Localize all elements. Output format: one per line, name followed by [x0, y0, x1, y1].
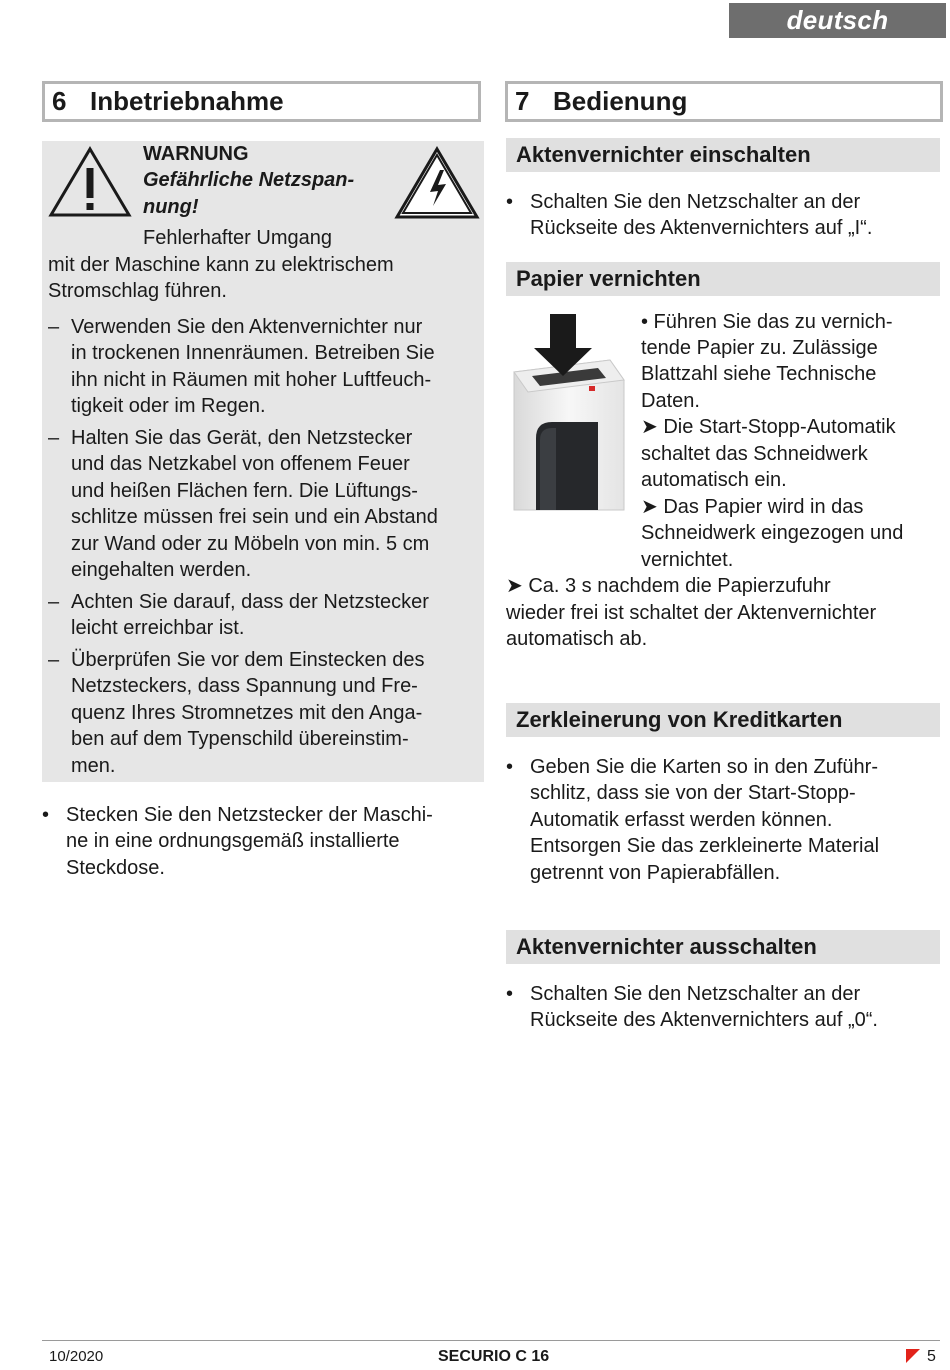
dash-item-line: Halten Sie das Gerät, den Netzstecker: [71, 427, 413, 449]
warning-text-line1: Fehlerhafter Umgang: [143, 227, 332, 249]
dash-item-line: eingehalten werden.: [71, 559, 252, 582]
electric-hazard-icon: [394, 146, 480, 220]
page-corner-icon: [906, 1349, 920, 1363]
dash-marker: –: [48, 591, 60, 613]
bullet-item-line: Steckdose.: [66, 856, 165, 879]
dash-item-line: Netzsteckers, dass Spannung und Fre-: [71, 675, 418, 698]
bullet-marker: •: [506, 191, 514, 213]
shred-step-line: Daten.: [641, 390, 700, 412]
dash-item-line: Verwenden Sie den Aktenvernichter nur: [71, 316, 423, 338]
dash-item-line: und das Netzkabel von offenem Feuer: [71, 453, 410, 476]
section-title: Inbetriebnahme: [90, 86, 284, 116]
bullet-item-line: Rückseite des Aktenvernichters auf „I“.: [530, 217, 873, 240]
dash-item-line: quenz Ihres Stromnetzes mit den Anga-: [71, 701, 423, 724]
shred-step-line: Blattzahl siehe Technische: [641, 363, 877, 385]
section-heading-bedienung: [505, 81, 943, 122]
language-tab: deutsch: [729, 3, 946, 38]
shred-result-line: automatisch ab.: [506, 628, 648, 650]
bullet-item-line: Stecken Sie den Netzstecker der Maschi-: [66, 804, 433, 826]
warning-subtitle-line2: nung!: [143, 196, 199, 218]
dash-item-line: Überprüfen Sie vor dem Einstecken des: [71, 649, 425, 671]
bullet-item-line: Geben Sie die Karten so in den Zuführ-: [530, 756, 878, 778]
subheading-shred-paper: Papier vernichten: [506, 262, 940, 296]
dash-item-line: schlitze müssen frei sein und ein Abstand: [71, 506, 438, 529]
dash-marker: –: [48, 427, 60, 449]
shred-result-line: wieder frei ist schaltet der Aktenvernichter: [506, 602, 877, 624]
bullet-marker: •: [42, 804, 50, 826]
bullet-marker: •: [506, 983, 514, 1005]
shred-step-line: ➤ Das Papier wird in das: [641, 496, 864, 518]
bullet-item-line: Schalten Sie den Netzschalter an der: [530, 983, 861, 1005]
subheading-switch-on: Aktenvernichter einschalten: [506, 138, 940, 172]
dash-item-line: leicht erreichbar ist.: [71, 617, 245, 640]
dash-item-line: men.: [71, 754, 116, 777]
shred-step-line: vernichtet.: [641, 549, 734, 571]
bullet-item-line: Entsorgen Sie das zerkleinerte Material: [530, 835, 880, 858]
dash-marker: –: [48, 316, 60, 338]
warning-text-line3: Stromschlag führen.: [48, 280, 227, 302]
warning-subtitle-line1: Gefährliche Netzspan-: [143, 169, 355, 191]
bullet-item-line: Rückseite des Aktenvernichters auf „0“.: [530, 1009, 878, 1032]
bullet-item-line: Schalten Sie den Netzschalter an der: [530, 191, 861, 213]
bullet-item-line: Automatik erfasst werden können.: [530, 808, 833, 831]
warning-text-line2: mit der Maschine kann zu elektrischem: [48, 254, 394, 276]
footer-product: SECURIO C 16: [438, 1348, 550, 1365]
shred-result-line: ➤ Ca. 3 s nachdem die Papierzufuhr: [506, 575, 831, 597]
dash-item-line: ben auf dem Typenschild übereinstim-: [71, 728, 409, 751]
footer-divider: [42, 1340, 940, 1341]
shred-step-line: tende Papier zu. Zulässige: [641, 337, 878, 359]
dash-item-line: tigkeit oder im Regen.: [71, 395, 266, 418]
footer-page-number: 5: [927, 1348, 936, 1365]
warning-label: WARNUNG: [143, 143, 249, 165]
shredder-illustration: [506, 310, 630, 514]
section-heading-inbetriebnahme: [42, 81, 481, 122]
dash-item-line: zur Wand oder zu Möbeln von min. 5 cm: [71, 532, 430, 555]
section-title: Bedienung: [553, 86, 688, 116]
shred-step-line: automatisch ein.: [641, 469, 787, 491]
subheading-credit-cards: Zerkleinerung von Kreditkarten: [506, 703, 940, 737]
footer-date: 10/2020: [49, 1348, 104, 1365]
bullet-item-line: getrennt von Papierabfällen.: [530, 861, 781, 884]
shred-step-line: • Führen Sie das zu vernich-: [641, 311, 893, 333]
bullet-item-line: ne in eine ordnungsgemäß installierte: [66, 830, 400, 853]
section-number: 7: [515, 86, 530, 116]
shred-step-line: Schneidwerk eingezogen und: [641, 522, 904, 544]
shred-step-line: schaltet das Schneidwerk: [641, 443, 868, 465]
dash-item-line: Achten Sie darauf, dass der Netzstecker: [71, 591, 429, 613]
subheading-switch-off: Aktenvernichter ausschalten: [506, 930, 940, 964]
dash-item-line: ihn nicht in Räumen mit hoher Luftfeuch-: [71, 368, 432, 391]
shred-step-line: ➤ Die Start-Stopp-Automatik: [641, 416, 896, 438]
bullet-marker: •: [506, 756, 514, 778]
warning-triangle-icon: [48, 146, 132, 218]
dash-item-line: in trockenen Innenräumen. Betreiben Sie: [71, 342, 435, 365]
bullet-item-line: schlitz, dass sie von der Start-Stopp-: [530, 782, 856, 805]
section-number: 6: [52, 86, 67, 116]
dash-item-line: und heißen Flächen fern. Die Lüftungs-: [71, 479, 418, 502]
dash-marker: –: [48, 649, 60, 671]
